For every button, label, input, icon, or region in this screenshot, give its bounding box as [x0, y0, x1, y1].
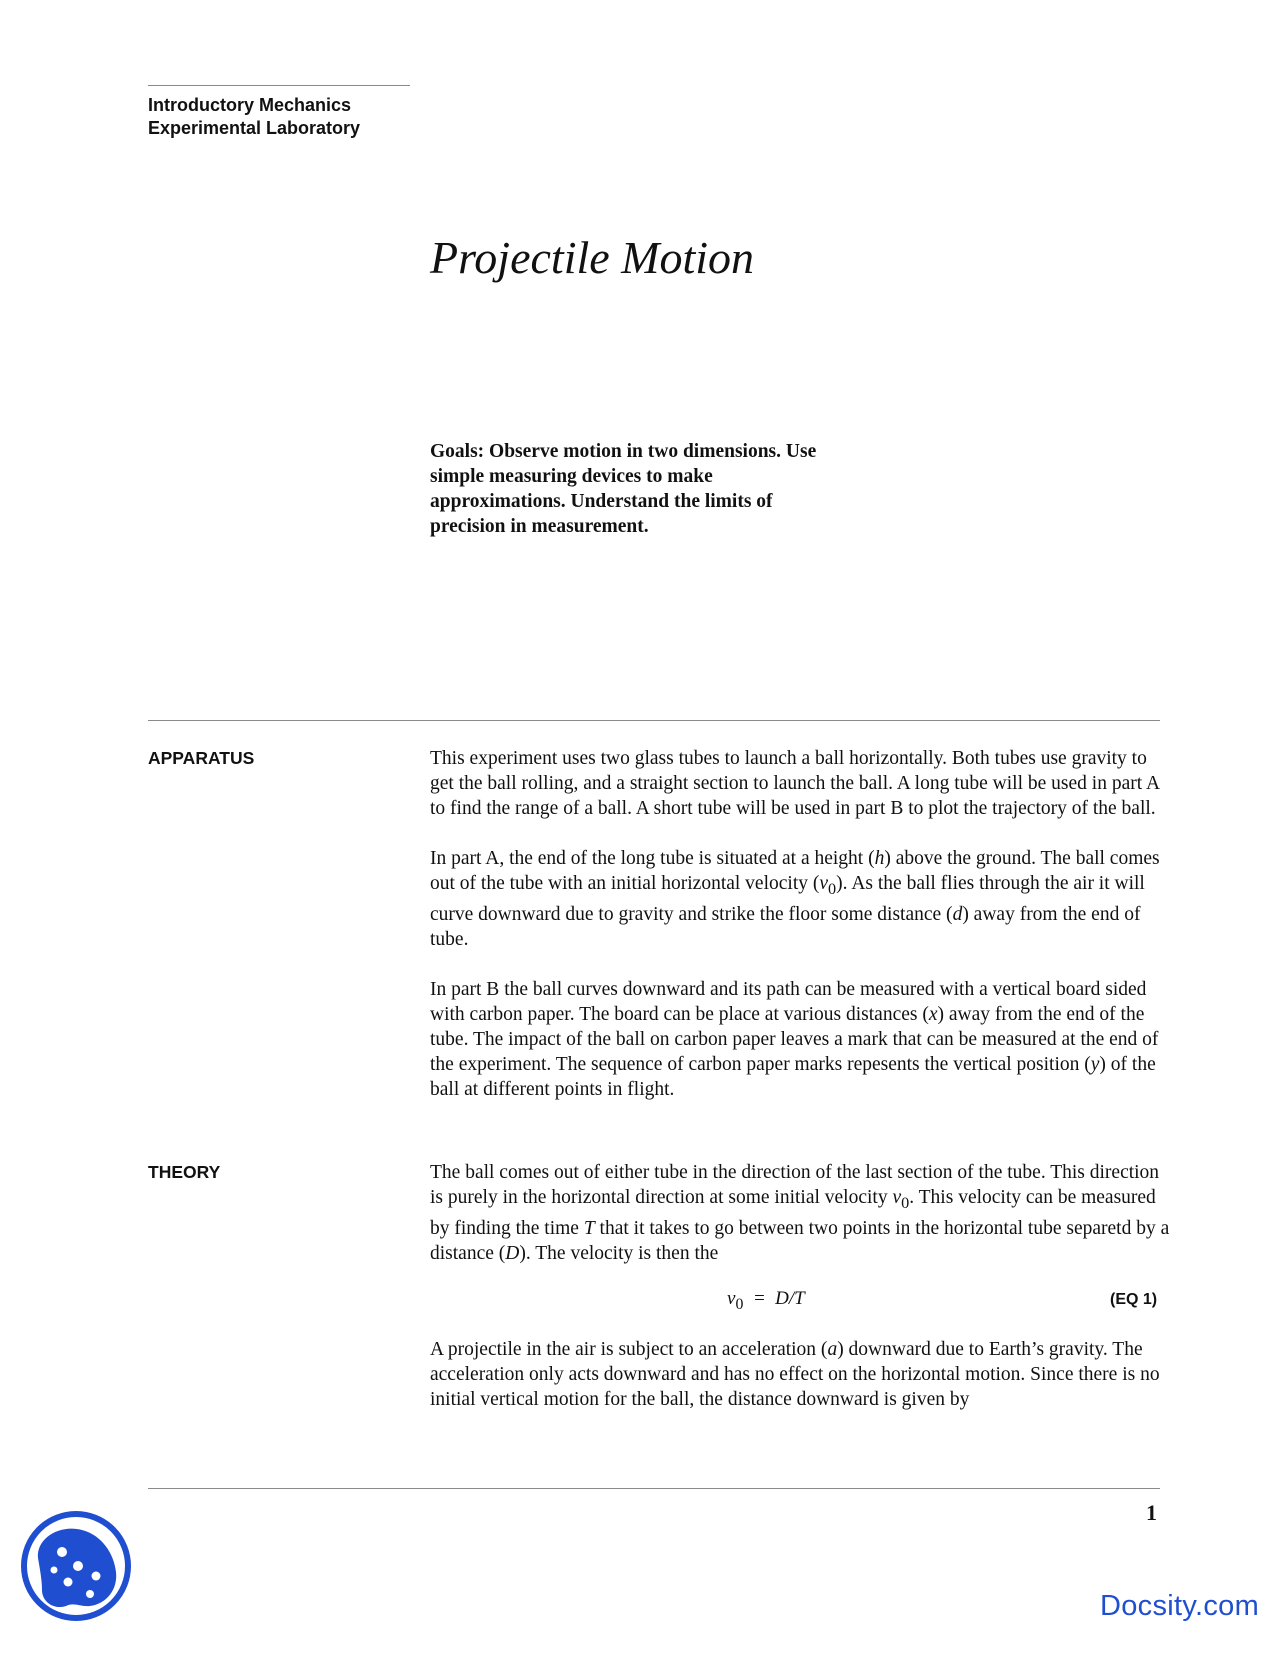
goals-text: Goals: Observe motion in two dimensions. Use simple measuring devices to make approximations. Understand the limits of precision in measurement.: [430, 441, 817, 537]
docsity-logo-icon: [20, 1510, 132, 1622]
equation-1-label: (EQ 1): [1110, 1291, 1158, 1308]
var-x: x: [928, 1003, 938, 1025]
docsity-watermark[interactable]: Docsity.com: [1100, 1590, 1260, 1622]
apparatus-body: [430, 746, 1170, 1102]
section-rule-top: [148, 720, 1160, 721]
theory-paragraph-1: The ball comes out of either tube in the direction of the last section of the tube. This direction is purely in the horizontal direction at some initial velocity $v_0$. This velocity can be measured by finding the time T that it takes to go between two points in the horizontal tube separetd by a distance (D). The velocity is then the: [430, 1162, 1170, 1264]
theory-paragraph-2: A projectile in the air is subject to an acceleration (a) downward due to Earth’s gravity. The acceleration only acts downward and has no effect on the horizontal motion. Since there is no initial vertical motion for the ball, the distance downward is given by: [430, 1339, 1160, 1410]
apparatus-heading: APPARATUS: [148, 748, 255, 768]
header-course: Introductory Mechanics: [148, 95, 352, 115]
var-d: d: [952, 903, 963, 925]
var-T: T: [583, 1217, 595, 1239]
theory-body-2: [430, 1337, 1170, 1412]
var-v0: v: [892, 1187, 902, 1208]
header-lab: Experimental Laboratory: [148, 118, 361, 138]
theory-heading: THEORY: [148, 1162, 221, 1182]
var-h: h: [874, 848, 885, 869]
var-v0: v: [819, 873, 829, 894]
apparatus-paragraph-2: In part A, the end of the long tube is situated at a height (h) above the ground. The ball comes out of the tube with an initial horizontal velocity $(v_0)$. As the ball flies through the air it will curve downward due to gravity and strike the floor some distance (d) away from the end of tube.: [430, 848, 1160, 950]
page-title: Projectile Motion: [430, 232, 755, 283]
header-rule: [148, 85, 410, 86]
theory-body: [430, 1160, 1170, 1266]
var-D: D: [505, 1242, 520, 1264]
page-number: 1: [1146, 1500, 1157, 1525]
footer-rule: [148, 1488, 1160, 1489]
var-y: y: [1090, 1053, 1100, 1075]
apparatus-paragraph-1: This experiment uses two glass tubes to launch a ball horizontally. Both tubes use gravity to get the ball rolling, and a straight section to launch the ball. A long tube will be used in part A to find the range of a ball. A short tube will be used in part B to plot the trajectory of the ball.: [430, 748, 1159, 819]
var-a: a: [827, 1339, 838, 1360]
equation-1: $v_0 = D/T$: [727, 1288, 805, 1313]
apparatus-paragraph-3: In part B the ball curves downward and its path can be measured with a vertical board sided with carbon paper. The board can be place at various distances (x) away from the end of the tube. The impact of the ball on carbon paper leaves a mark that can be measured at the end of the experiment. The sequence of carbon paper marks repesents the vertical position (y) of the ball at different points in flight.: [430, 978, 1159, 1100]
